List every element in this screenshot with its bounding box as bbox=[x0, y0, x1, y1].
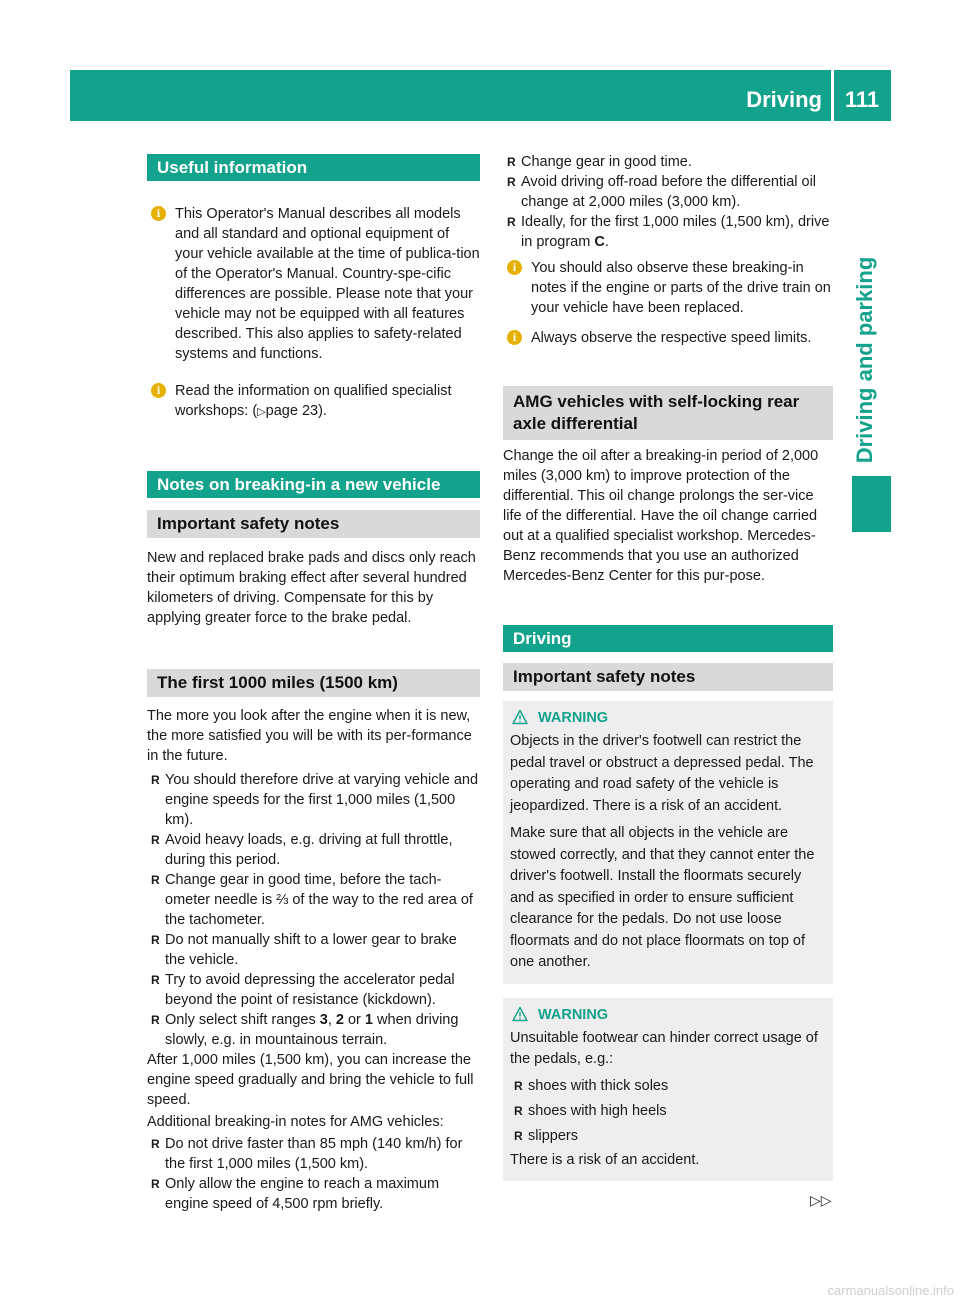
warning-triangle-icon bbox=[512, 709, 528, 725]
info-text-part: Read the information on qualified specialist workshops: ( bbox=[175, 383, 452, 419]
watermark: carmanualsonline.info bbox=[827, 1283, 954, 1298]
info-text: This Operator's Manual describes all models and all standard and optional equipment of your vehicle available at the time of publica-tion of the Operator's Manual. Country-spe-cific differences are possible. Please note that your vehicle may not be equipped with all features described. This also applies to safety-related systems and functions. bbox=[175, 206, 480, 362]
heading-first-1000-miles: The first 1000 miles (1500 km) bbox=[147, 669, 480, 697]
amg-differential-paragraph: Change the oil after a breaking-in period of 2,000 miles (3,000 km) to improve protection of the differential. This oil change prolongs the ser-vice life of the differential. Have the oil change carried out at a qualified specialist workshop. Mercedes-Benz recommends that you use an authorized Mercedes-Benz Center for this pur-pose. bbox=[503, 448, 819, 584]
warning-box bbox=[503, 701, 833, 984]
side-tab-label: Driving and parking bbox=[852, 256, 877, 464]
right-column bbox=[503, 150, 833, 1181]
info-icon: i bbox=[507, 260, 522, 275]
list-item: R Only allow the engine to reach a maximum engine speed of 4,500 rpm briefly. bbox=[151, 1176, 440, 1212]
warning-box bbox=[503, 998, 833, 1182]
subheading-safety-notes: Important safety notes bbox=[147, 510, 480, 538]
info-note bbox=[503, 258, 833, 318]
list-item: R Do not drive faster than 85 mph (140 km/h) for the first 1,000 miles (1,500 km). bbox=[151, 1136, 463, 1172]
list-item: R shoes with high heels bbox=[514, 1102, 667, 1119]
warning-text: Objects in the driver's footwell can restrict the pedal travel or obstruct a depressed pedal. The operating and road safety of the vehicle is jeopardized. There is a risk of an accident. bbox=[510, 733, 814, 814]
side-tab-marker bbox=[852, 476, 891, 532]
info-icon: i bbox=[507, 330, 522, 345]
list-item: R Do not manually shift to a lower gear to brake the vehicle. bbox=[151, 932, 457, 968]
info-note bbox=[503, 328, 833, 348]
list-item: R Avoid driving off-road before the differential oil change at 2,000 miles (3,000 km). bbox=[507, 174, 817, 210]
info-text: You should also observe these breaking-in notes if the engine or parts of the drive train on your vehicle have been replaced. bbox=[531, 260, 831, 316]
warning-text: There is a risk of an accident. bbox=[510, 1151, 700, 1168]
amg-intro: Additional breaking-in notes for AMG vehicles: bbox=[147, 1114, 444, 1130]
warning-text: Unsuitable footwear can hinder correct usage of the pedals, e.g.: bbox=[510, 1029, 818, 1067]
breakin-continued-list bbox=[503, 152, 833, 252]
section-title: Driving bbox=[746, 87, 822, 112]
list-item: R Avoid heavy loads, e.g. driving at full throttle, during this period. bbox=[151, 832, 453, 868]
list-item: R Change gear in good time. bbox=[507, 154, 692, 170]
list-item: R Try to avoid depressing the accelerator pedal beyond the point of resistance (kickdown). bbox=[151, 972, 455, 1008]
subheading-safety-notes: Important safety notes bbox=[503, 663, 833, 691]
first1000-intro: The more you look after the engine when it is new, the more satisfied you will be with its per-formance in the future. bbox=[147, 708, 472, 764]
heading-breaking-in: Notes on breaking-in a new vehicle bbox=[147, 471, 480, 498]
heading-amg-differential: AMG vehicles with self-locking rear axle differential bbox=[503, 386, 833, 440]
info-icon: i bbox=[151, 206, 166, 221]
info-icon: i bbox=[151, 383, 166, 398]
list-item: R slippers bbox=[514, 1127, 578, 1144]
header-divider bbox=[831, 70, 834, 121]
side-tab bbox=[835, 240, 895, 480]
warning-label: WARNING bbox=[538, 1006, 609, 1023]
list-item: R shoes with thick soles bbox=[514, 1077, 669, 1094]
left-column bbox=[147, 150, 480, 1214]
info-text bbox=[175, 381, 480, 422]
warning-header bbox=[510, 707, 825, 729]
list-item: R Change gear in good time, before the tach-ometer needle is ⅔ of the way to the red area of the tachometer. bbox=[151, 872, 473, 928]
info-note bbox=[147, 204, 480, 364]
continue-arrow-icon: ▷▷ bbox=[810, 1192, 832, 1208]
amg-list bbox=[147, 1134, 480, 1214]
list-item: R You should therefore drive at varying vehicle and engine speeds for the first 1,000 miles (1,500 km). bbox=[151, 772, 479, 828]
warning-label: WARNING bbox=[538, 710, 609, 726]
warning-header bbox=[510, 1004, 825, 1026]
heading-driving: Driving bbox=[503, 625, 833, 652]
info-text: Always observe the respective speed limits. bbox=[531, 330, 812, 346]
page-ref-arrow-icon: ▷ bbox=[257, 406, 266, 418]
page-number: 111 bbox=[844, 87, 880, 112]
heading-useful-information: Useful information bbox=[147, 154, 480, 181]
list-item: R Ideally, for the first 1,000 miles (1,500 km), drive in program C. bbox=[507, 214, 830, 250]
first1000-list bbox=[147, 770, 480, 1050]
info-note bbox=[147, 381, 480, 422]
footwear-list bbox=[510, 1074, 825, 1149]
page-reference-link[interactable]: page 23). bbox=[265, 403, 327, 419]
list-item: R Only select shift ranges 3, 2 or 1 when driving slowly, e.g. in mountainous terrain. bbox=[151, 1012, 459, 1048]
first1000-after: After 1,000 miles (1,500 km), you can increase the engine speed gradually and bring the vehicle to full speed. bbox=[147, 1052, 474, 1108]
warning-text: Make sure that all objects in the vehicle are stowed correctly, and that they cannot enter the driver's footwell. Install the floormats securely and as specified in order to ensure sufficient clearance for the pedals. Do not use loose floormats and do not place floormats on top of one another. bbox=[510, 825, 815, 970]
warning-triangle-icon bbox=[512, 1006, 528, 1022]
breakin-paragraph: New and replaced brake pads and discs only reach their optimum braking effect after several hundred kilometers of driving. Compensate for this by applying greater force to the brake pedal. bbox=[147, 550, 476, 626]
